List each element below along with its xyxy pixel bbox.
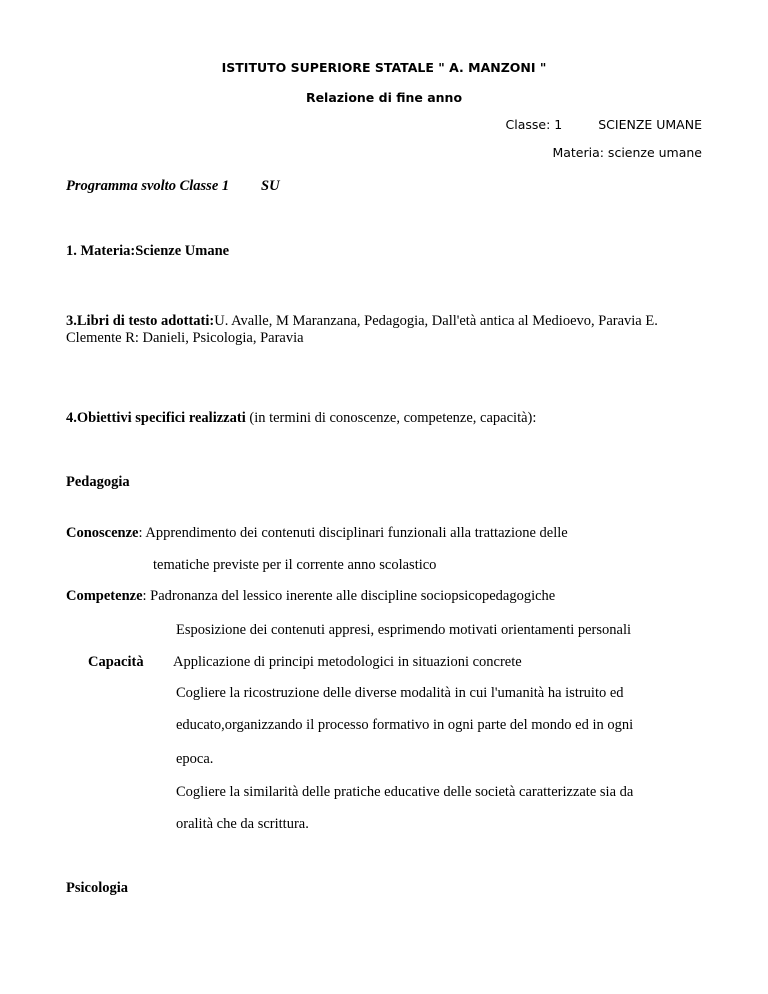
psicologia-heading: Psicologia: [66, 880, 129, 896]
competenze-line1: [66, 588, 555, 605]
capacita-line6: oralità che da scrittura.: [176, 816, 309, 832]
class-label: Classe: 1: [505, 117, 563, 132]
capacita-line4: epoca.: [176, 751, 214, 767]
competenze-label: Competenze: [66, 588, 143, 604]
section4-note: (in termini di conoscenze, competenze, capacità):: [245, 410, 537, 426]
competenze-line2: Esposizione dei contenuti appresi, esprimendo motivati orientamenti personali: [176, 622, 632, 638]
program-section: SU: [261, 178, 280, 194]
conoscenze-line1: [66, 525, 568, 542]
capacita-line2: Cogliere la ricostruzione delle diverse modalità in cui l'umanità ha istruito ed: [176, 685, 624, 701]
section3-text1: U. Avalle, M Maranzana, Pedagogia, Dall'età antica al Medioevo, Paravia E.: [214, 313, 658, 329]
capacita-label: Capacità: [88, 654, 144, 670]
capacita-line1: Applicazione di principi metodologici in situazioni concrete: [173, 654, 522, 670]
section4-label: 4.Obiettivi specifici realizzati: [66, 410, 246, 426]
school-name: ISTITUTO SUPERIORE STATALE " A. MANZONI ": [221, 60, 547, 75]
capacita-line3: educato,organizzando il processo formativo in ogni parte del mondo ed in ogni: [176, 717, 634, 733]
report-title: Relazione di fine anno: [305, 90, 463, 105]
conoscenze-text1: : Apprendimento dei contenuti disciplinari funzionali alla trattazione delle: [138, 525, 568, 541]
section1-heading: 1. Materia:Scienze Umane: [66, 243, 230, 259]
pedagogia-heading: Pedagogia: [66, 474, 130, 490]
conoscenze-line2: tematiche previste per il corrente anno scolastico: [153, 557, 437, 573]
subject-line: Materia: scienze umane: [552, 145, 702, 160]
class-line: [506, 117, 702, 132]
capacita-line5: Cogliere la similarità delle pratiche educative delle società caratterizzate sia da: [176, 784, 634, 800]
program-title: Programma svolto Classe 1: [66, 178, 230, 194]
conoscenze-label: Conoscenze: [66, 525, 139, 541]
competenze-text1: : Padronanza del lessico inerente alle discipline sociopsicopedagogiche: [142, 588, 556, 604]
section4-line: [66, 410, 536, 427]
section3-line1: [66, 313, 658, 330]
section3-label: 3.Libri di testo adottati:: [66, 313, 215, 329]
class-name: SCIENZE UMANE: [598, 117, 702, 132]
section3-line2: Clemente R: Danieli, Psicologia, Paravia: [66, 330, 304, 346]
